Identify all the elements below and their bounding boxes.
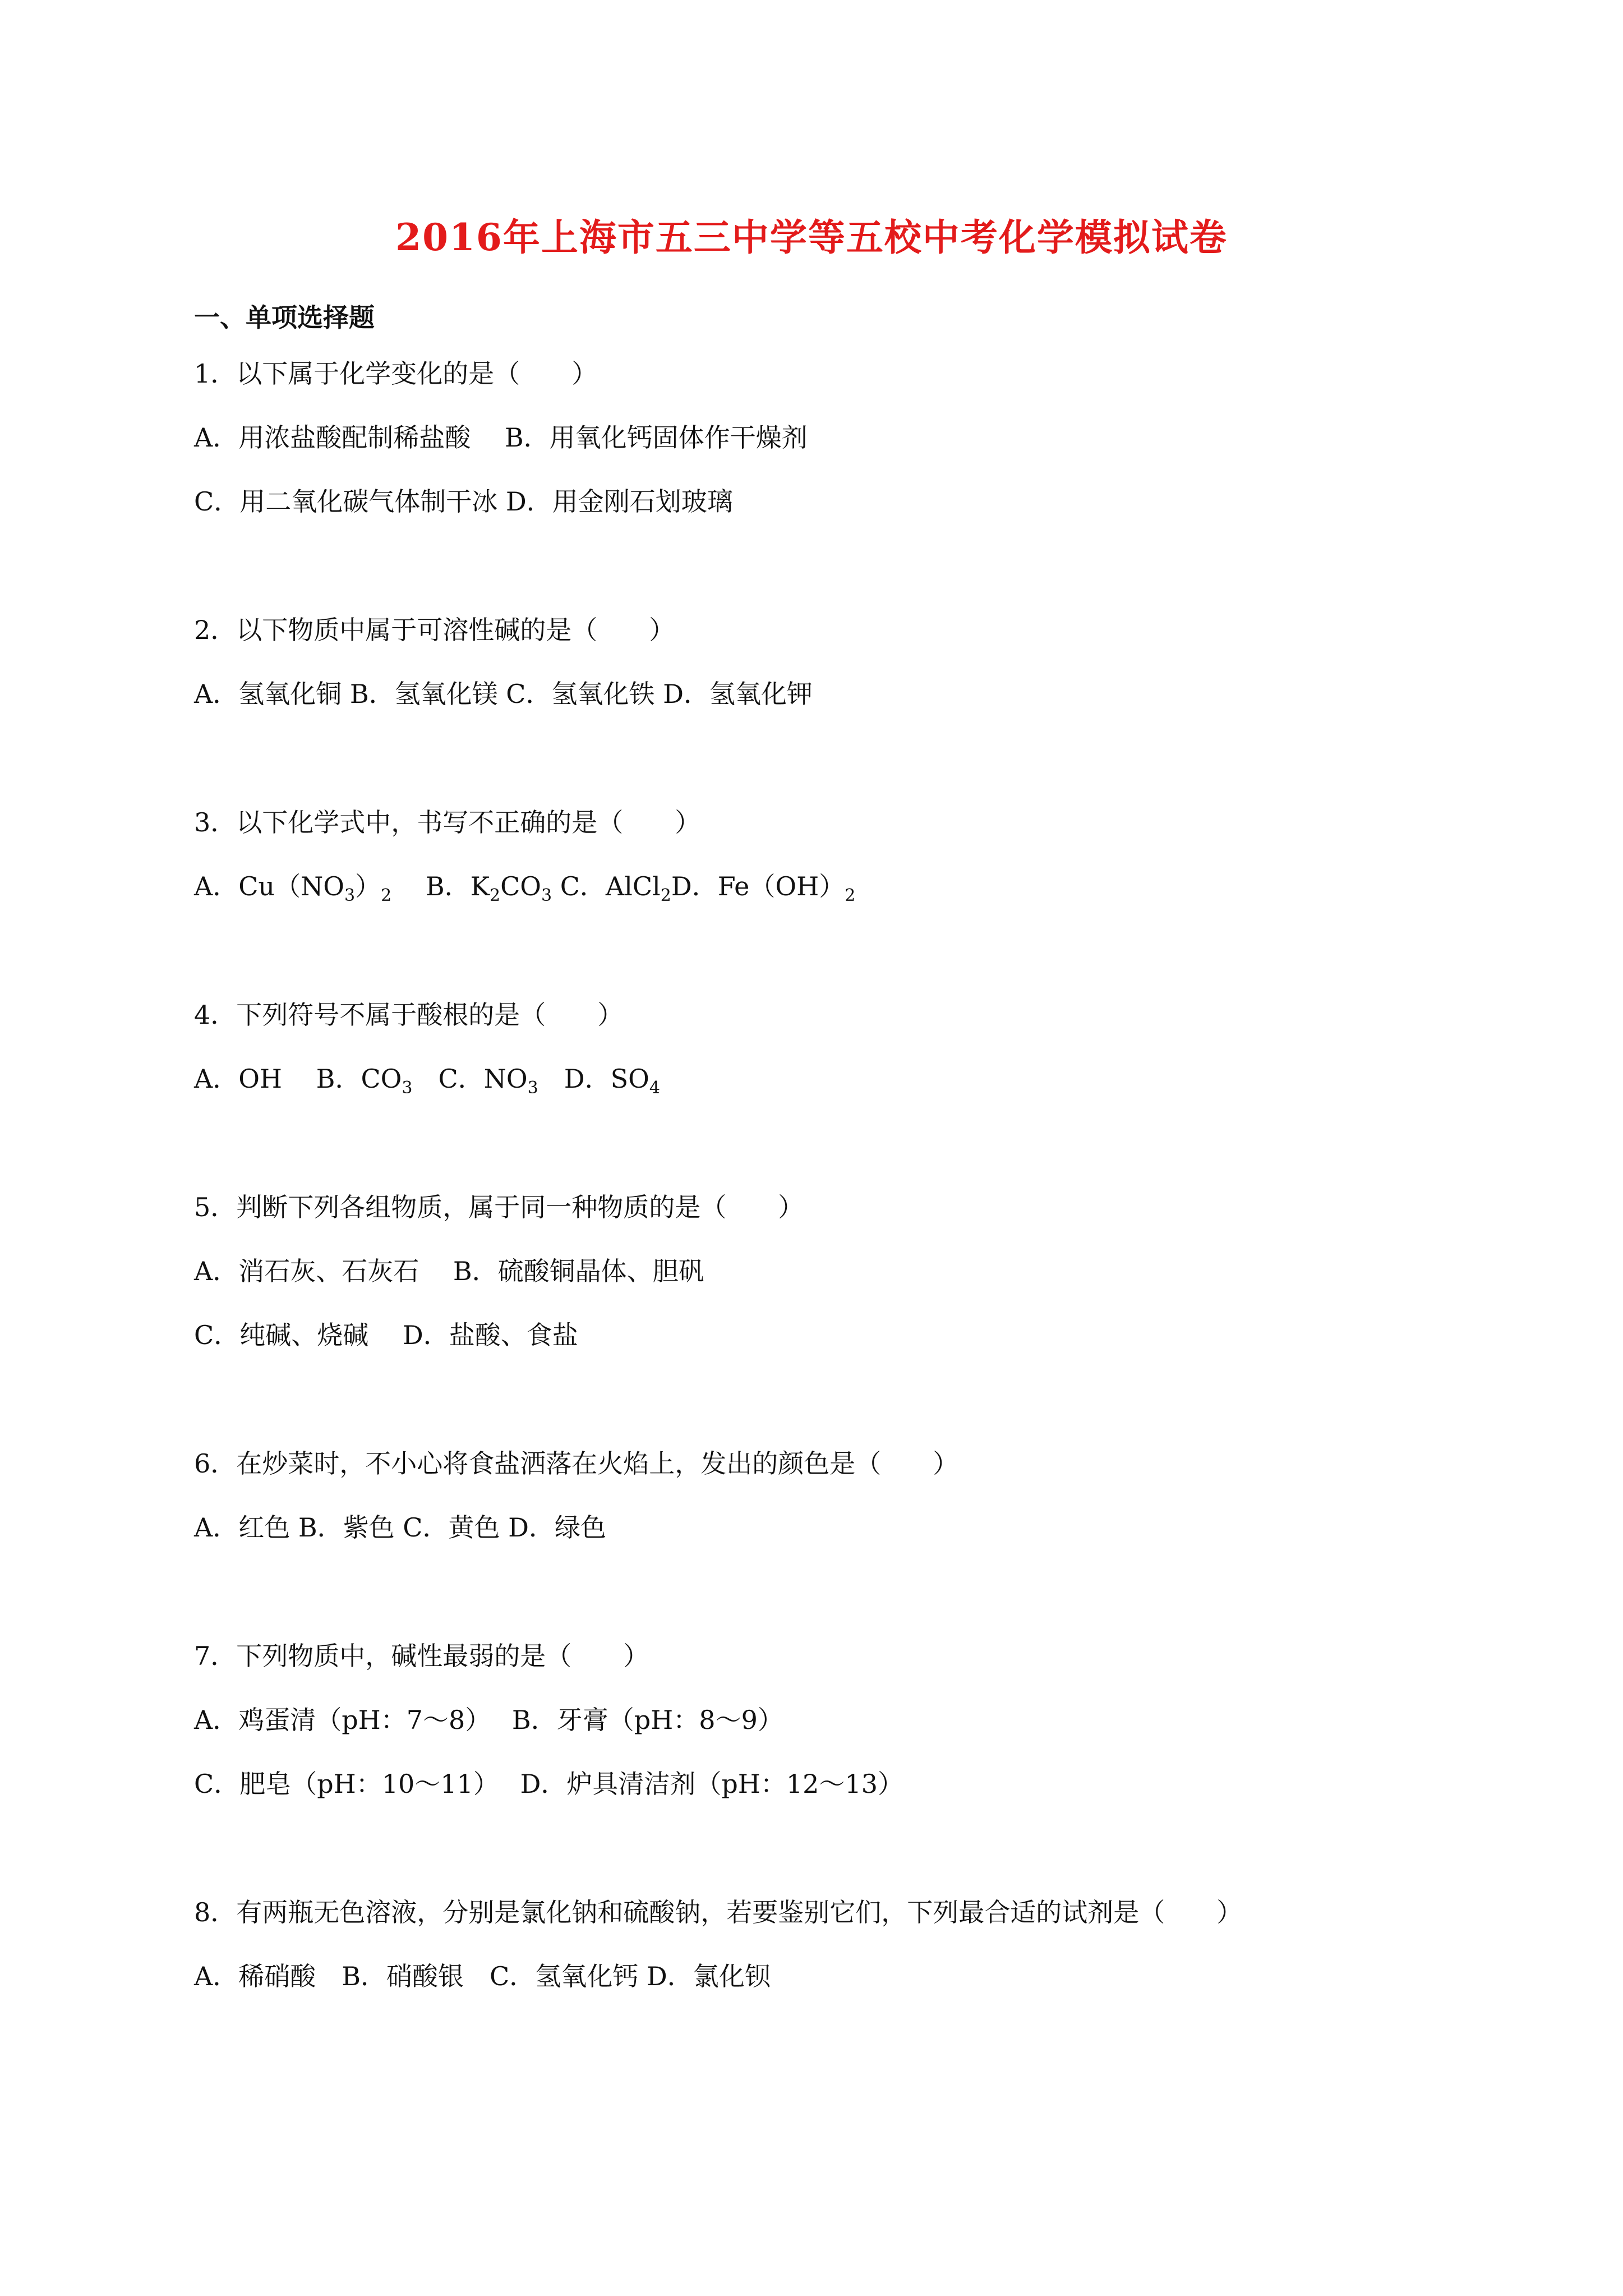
subscript: 3 (527, 1078, 538, 1098)
question-8-stem: 8．有两瓶无色溶液，分别是氯化钠和硫酸钠，若要鉴别它们，下列最合适的试剂是（ ） (194, 1897, 1243, 1927)
option-a-text: A．Cu（NO (194, 871, 345, 901)
question-1-options-ab: A．用浓盐酸配制稀盐酸 B．用氧化钙固体作干燥剂 (194, 422, 808, 453)
subscript: 2 (381, 886, 392, 905)
question-8-options: A．稀硝酸 B．硝酸银 C．氢氧化钙 D．氯化钡 (194, 1961, 771, 1991)
question-6-stem: 6．在炒菜时，不小心将食盐洒落在火焰上，发出的颜色是（ ） (194, 1448, 959, 1479)
question-3-options (194, 873, 855, 904)
option-ab-text: A．OH B．CO (194, 1064, 402, 1094)
question-7-options-cd: C．肥皂（pH：10～11） D．炉具清洁剂（pH：12～13） (194, 1769, 903, 1799)
question-1-stem: 1．以下属于化学变化的是（ ） (194, 358, 598, 389)
question-7-options-ab: A．鸡蛋清（pH：7～8） B．牙膏（pH：8～9） (194, 1705, 783, 1735)
subscript: 3 (344, 886, 356, 905)
question-5-stem: 5．判断下列各组物质，属于同一种物质的是（ ） (194, 1192, 804, 1222)
question-2-stem: 2．以下物质中属于可溶性碱的是（ ） (194, 615, 675, 645)
question-3-stem: 3．以下化学式中，书写不正确的是（ ） (194, 807, 701, 838)
section-heading: 一、单项选择题 (194, 302, 375, 333)
option-d-text: D．SO (538, 1064, 649, 1094)
option-a-text: ） (355, 871, 381, 901)
option-b-text: B．K (391, 871, 490, 901)
option-d-text: D．Fe（OH） (671, 871, 845, 901)
subscript: 3 (402, 1078, 413, 1098)
question-2-options: A．氢氧化铜 B．氢氧化镁 C．氢氧化铁 D．氢氧化钾 (194, 679, 813, 709)
subscript: 2 (845, 886, 856, 905)
question-6-options: A．红色 B．紫色 C．黄色 D．绿色 (194, 1512, 606, 1543)
question-1-options-cd: C．用二氧化碳气体制干冰 D．用金刚石划玻璃 (194, 486, 733, 517)
option-b-text: CO (500, 871, 542, 901)
question-7-stem: 7．下列物质中，碱性最弱的是（ ） (194, 1641, 649, 1671)
option-c-text: C．AlCl (552, 871, 661, 901)
question-4-options (194, 1066, 660, 1097)
subscript: 4 (649, 1078, 660, 1098)
subscript: 3 (541, 886, 552, 905)
question-4-stem: 4．下列符号不属于酸根的是（ ） (194, 1000, 624, 1030)
option-c-text: C．NO (412, 1064, 528, 1094)
question-5-options-cd: C．纯碱、烧碱 D．盐酸、食盐 (194, 1320, 578, 1350)
subscript: 2 (660, 886, 671, 905)
subscript: 2 (490, 886, 501, 905)
question-5-options-ab: A．消石灰、石灰石 B．硫酸铜晶体、胆矾 (194, 1256, 704, 1286)
exam-title: 2016年上海市五三中学等五校中考化学模拟试卷 (395, 215, 1228, 259)
